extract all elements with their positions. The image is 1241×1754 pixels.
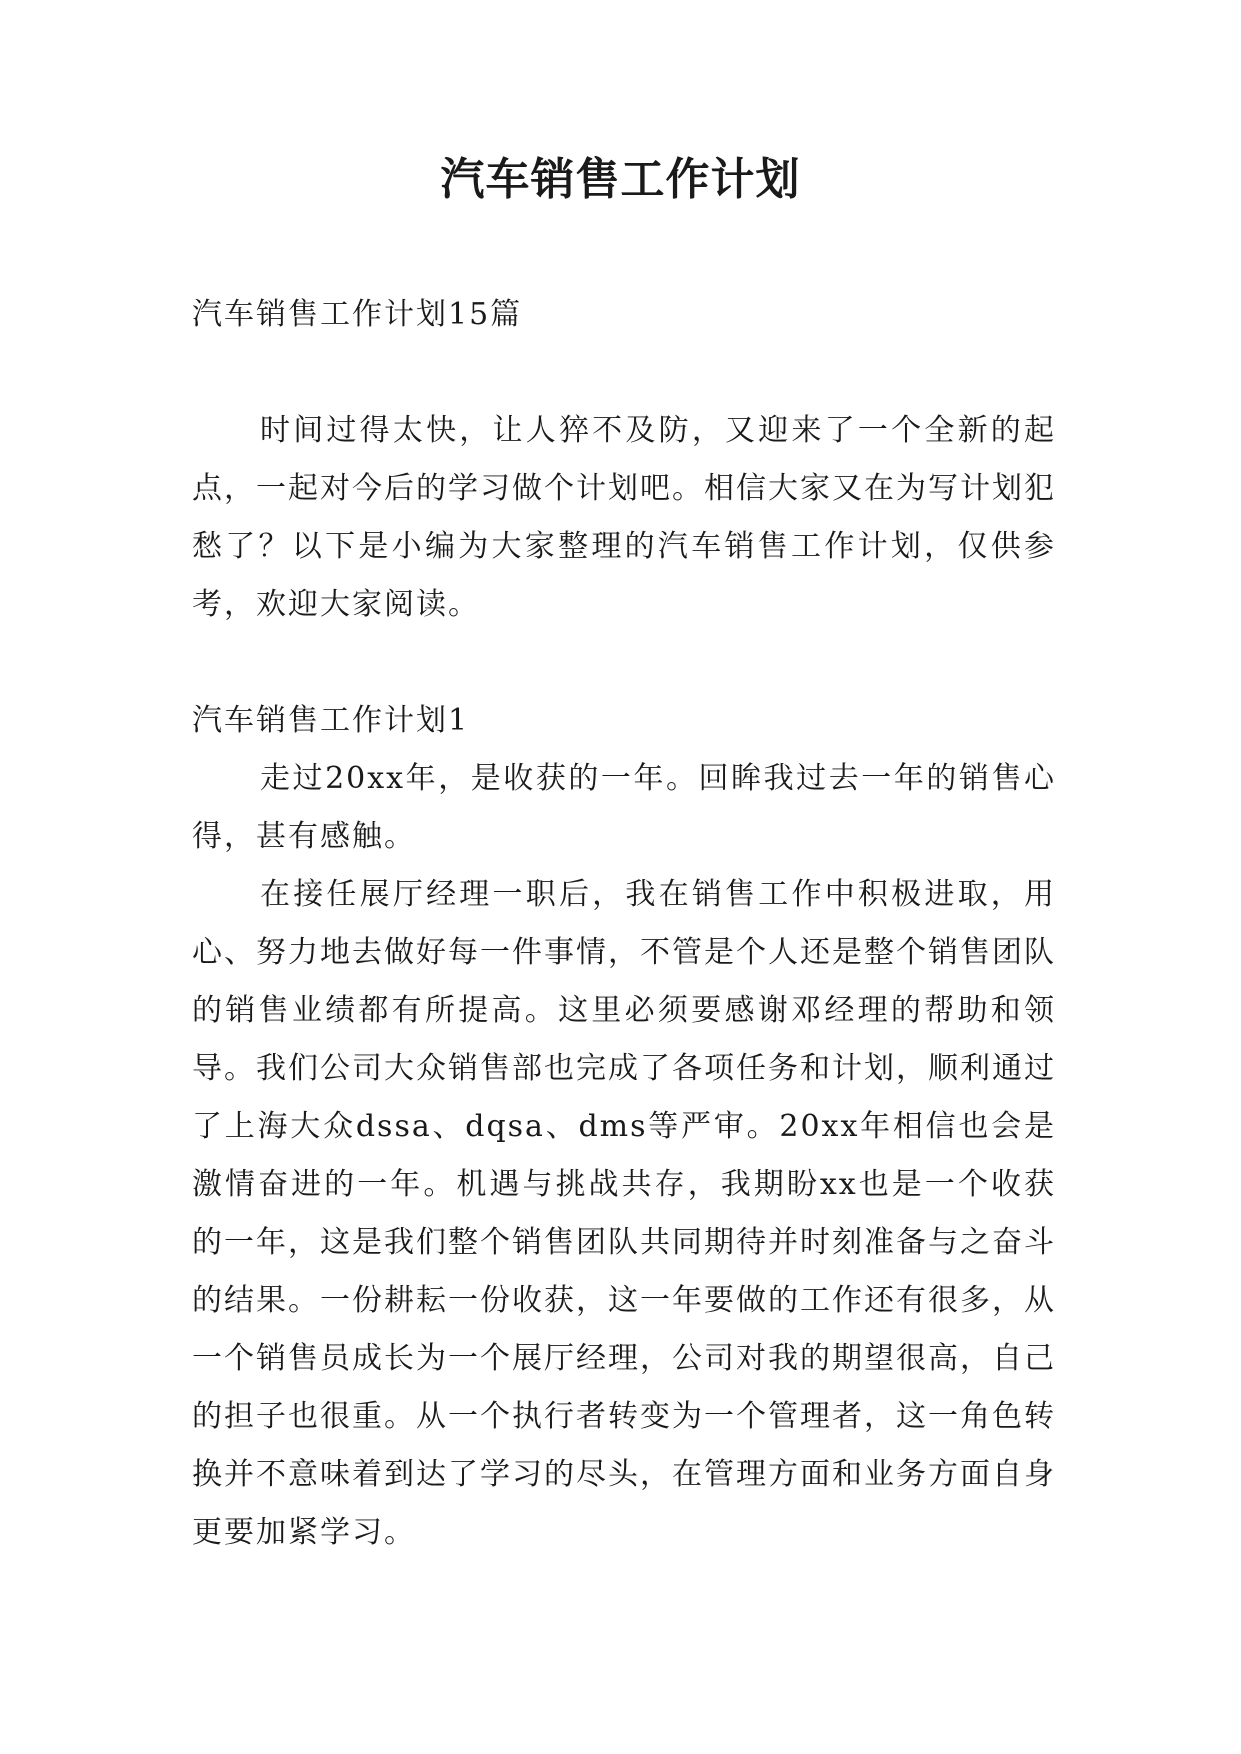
body-paragraph: 在接任展厅经理一职后，我在销售工作中积极进取，用心、努力地去做好每一件事情，不管是个人还是整个销售团队的销售业绩都有所提高。这里必须要感谢邓经理的帮助和领导。我们公司大众销售部也完成了各项任务和计划，顺利通过了上海大众dssa、dqsa、dms等严审。20xx年相信也会是激情奋进的一年。机遇与挑战共存，我期盼xx也是一个收获的一年，这是我们整个销售团队共同期待并时刻准备与之奋斗的结果。一份耕耘一份收获，这一年要做的工作还有很多，从一个销售员成长为一个展厅经理，公司对我的期望很高，自己的担子也很重。从一个执行者转变为一个管理者，这一角色转换并不意味着到达了学习的尽头，在管理方面和业务方面自身更要加紧学习。 [192,877,1056,1550]
spacer [192,634,1056,692]
document-title: 汽车销售工作计划 [440,154,801,205]
spacer [192,344,1056,402]
body-paragraph: 走过20xx年，是收获的一年。回眸我过去一年的销售心得，甚有感触。 [192,761,1056,854]
document-subtitle: 汽车销售工作计划15篇 [192,297,523,332]
section-heading: 汽车销售工作计划1 [192,703,470,738]
intro-paragraph: 时间过得太快，让人猝不及防，又迎来了一个全新的起点，一起对今后的学习做个计划吧。相信大家又在为写计划犯愁了？以下是小编为大家整理的汽车销售工作计划，仅供参考，欢迎大家阅读。 [192,413,1056,622]
document-body [192,286,1056,1562]
